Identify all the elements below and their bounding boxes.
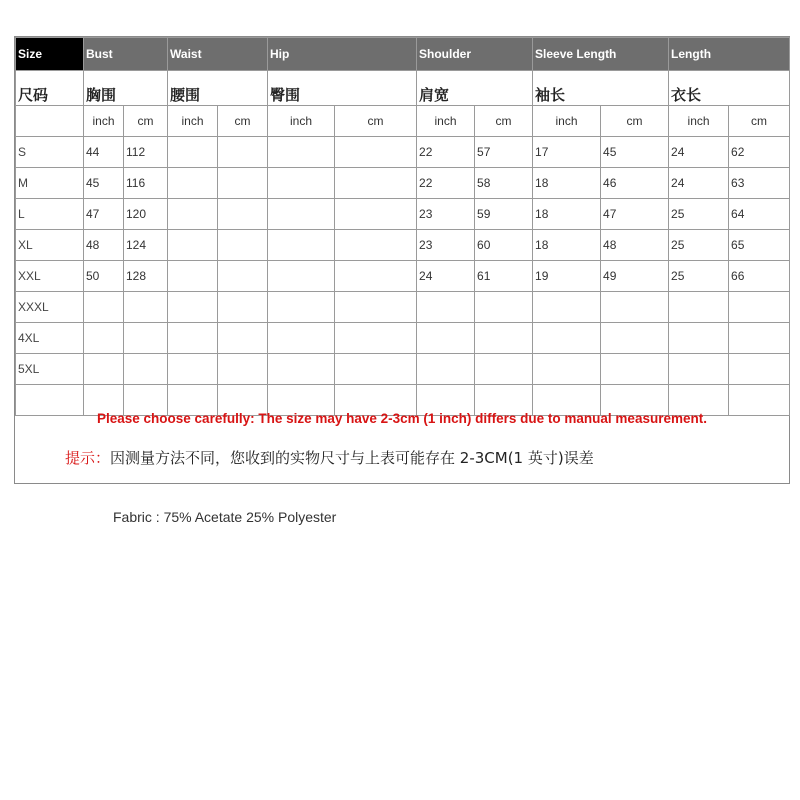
measurement-cell-hip-cm [335, 354, 417, 385]
measurement-cell-shoulder-cm [475, 354, 533, 385]
measurement-cell-bust-cm [124, 323, 168, 354]
size-rows [16, 137, 790, 416]
size-chart [14, 36, 790, 484]
size-header-zh: 尺码 [16, 71, 84, 106]
measurement-cell-bust-cm: 112 [124, 137, 168, 168]
measurement-cell-sleeve-in [533, 323, 601, 354]
notice-en: Please choose carefully: The size may have 2-3cm (1 inch) differs due to manual measurement. [97, 411, 707, 426]
measurement-cell-hip-in [268, 354, 335, 385]
measurement-cell-length-in: 25 [669, 199, 729, 230]
size-table [15, 37, 790, 416]
measurement-cell-waist-cm [218, 354, 268, 385]
measurement-cell-length-in [669, 354, 729, 385]
size-label-cell: M [16, 168, 84, 199]
measurement-cell-sleeve-in: 18 [533, 230, 601, 261]
measurement-cell-sleeve-cm: 49 [601, 261, 669, 292]
measurement-cell-length-in [669, 292, 729, 323]
measurement-cell-hip-in [268, 292, 335, 323]
measurement-cell-waist-in [168, 168, 218, 199]
measurement-cell-hip-in [268, 261, 335, 292]
measurement-cell-shoulder-in: 23 [417, 199, 475, 230]
measurement-cell-bust-cm: 128 [124, 261, 168, 292]
measurement-cell-shoulder-cm [475, 292, 533, 323]
header-row-zh [16, 71, 790, 106]
size-label-cell: 4XL [16, 323, 84, 354]
waist-unit-inch: inch [168, 106, 218, 137]
size-label-cell: 5XL [16, 354, 84, 385]
sleeve-unit-cm: cm [601, 106, 669, 137]
measurement-cell-shoulder-cm [475, 323, 533, 354]
measurement-cell-hip-cm [335, 230, 417, 261]
measurement-cell-shoulder-in: 23 [417, 230, 475, 261]
measurement-cell-sleeve-in [533, 354, 601, 385]
bust-unit-cm: cm [124, 106, 168, 137]
measurement-cell-hip-cm [335, 137, 417, 168]
measurement-cell-shoulder-in [417, 323, 475, 354]
fabric-info: Fabric : 75% Acetate 25% Polyester [113, 509, 337, 525]
measurement-cell-shoulder-cm: 59 [475, 199, 533, 230]
measurement-cell-hip-in [268, 199, 335, 230]
table-row [16, 137, 790, 168]
measurement-cell-sleeve-in: 18 [533, 168, 601, 199]
measurement-cell-length-cm [729, 354, 790, 385]
table-row [16, 168, 790, 199]
measurement-cell-bust-in [84, 292, 124, 323]
measurement-cell-hip-cm [335, 292, 417, 323]
measurement-cell-bust-cm: 124 [124, 230, 168, 261]
measurement-cell-waist-in [168, 199, 218, 230]
measurement-cell-waist-in [168, 137, 218, 168]
measurement-cell-sleeve-cm: 47 [601, 199, 669, 230]
measurement-cell-hip-cm [335, 261, 417, 292]
measurement-cell-bust-in: 48 [84, 230, 124, 261]
measurement-cell-hip-in [268, 230, 335, 261]
measurement-cell-waist-cm [218, 261, 268, 292]
measurement-cell-shoulder-in [417, 292, 475, 323]
measurement-cell-shoulder-in: 24 [417, 261, 475, 292]
size-label-cell: S [16, 137, 84, 168]
measurement-cell-waist-in [168, 292, 218, 323]
measurement-cell-hip-in [268, 168, 335, 199]
measurement-cell-length-cm [729, 292, 790, 323]
size-label-cell: XXXL [16, 292, 84, 323]
unit-blank [16, 106, 84, 137]
measurement-cell-waist-cm [218, 199, 268, 230]
measurement-cell-waist-cm [218, 137, 268, 168]
measurement-cell-shoulder-in: 22 [417, 137, 475, 168]
measurement-cell-hip-in [268, 137, 335, 168]
measurement-cell-waist-in [168, 261, 218, 292]
measurement-cell-shoulder-in: 22 [417, 168, 475, 199]
table-row [16, 323, 790, 354]
table-row [16, 261, 790, 292]
sleeve-length-header-zh: 袖长 [533, 71, 669, 106]
bust-header-zh: 胸围 [84, 71, 168, 106]
bust-unit-inch: inch [84, 106, 124, 137]
measurement-cell-length-in: 25 [669, 261, 729, 292]
measurement-cell-shoulder-cm: 57 [475, 137, 533, 168]
measurement-cell-length-cm: 62 [729, 137, 790, 168]
length-unit-inch: inch [669, 106, 729, 137]
measurement-cell-hip-cm [335, 323, 417, 354]
length-unit-cm: cm [729, 106, 790, 137]
measurement-cell-waist-cm [218, 230, 268, 261]
measurement-cell-waist-cm [218, 292, 268, 323]
bust-header: Bust [84, 38, 168, 71]
waist-header-zh: 腰围 [168, 71, 268, 106]
table-row [16, 354, 790, 385]
notice-zh-label: 提示： [65, 449, 111, 467]
shoulder-header: Shoulder [417, 38, 533, 71]
notice-zh-text: 因测量方法不同，您收到的实物尺寸与上表可能存在 2-3CM(1 英寸)误差 [110, 449, 594, 467]
size-label-cell: XXL [16, 261, 84, 292]
measurement-cell-length-in: 25 [669, 230, 729, 261]
measurement-cell-length-in [669, 323, 729, 354]
measurement-cell-sleeve-in: 17 [533, 137, 601, 168]
measurement-cell-sleeve-cm [601, 354, 669, 385]
measurement-cell-bust-cm: 120 [124, 199, 168, 230]
size-header: Size [16, 38, 84, 71]
measurement-cell-shoulder-in [417, 354, 475, 385]
waist-header: Waist [168, 38, 268, 71]
length-header: Length [669, 38, 790, 71]
waist-unit-cm: cm [218, 106, 268, 137]
shoulder-unit-cm: cm [475, 106, 533, 137]
measurement-cell-length-cm: 63 [729, 168, 790, 199]
measurement-cell-hip-cm [335, 199, 417, 230]
shoulder-unit-inch: inch [417, 106, 475, 137]
measurement-cell-bust-in: 47 [84, 199, 124, 230]
measurement-cell-sleeve-cm [601, 323, 669, 354]
measurement-cell-waist-in [168, 323, 218, 354]
measurement-cell-bust-in: 45 [84, 168, 124, 199]
hip-header: Hip [268, 38, 417, 71]
sleeve-unit-inch: inch [533, 106, 601, 137]
notice-zh [65, 447, 594, 468]
measurement-cell-sleeve-cm: 46 [601, 168, 669, 199]
measurement-cell-length-in: 24 [669, 168, 729, 199]
measurement-cell-waist-in [168, 230, 218, 261]
measurement-cell-length-in: 24 [669, 137, 729, 168]
table-row [16, 230, 790, 261]
size-label-cell: L [16, 199, 84, 230]
measurement-cell-bust-in [84, 354, 124, 385]
measurement-cell-waist-in [168, 354, 218, 385]
measurement-cell-shoulder-cm: 61 [475, 261, 533, 292]
measurement-cell-length-cm [729, 323, 790, 354]
measurement-cell-hip-cm [335, 168, 417, 199]
measurement-cell-sleeve-in: 18 [533, 199, 601, 230]
length-header-zh: 衣长 [669, 71, 790, 106]
header-row-en [16, 38, 790, 71]
measurement-cell-bust-in: 50 [84, 261, 124, 292]
measurement-cell-waist-cm [218, 168, 268, 199]
measurement-cell-hip-in [268, 323, 335, 354]
hip-header-zh: 臀围 [268, 71, 417, 106]
hip-unit-inch: inch [268, 106, 335, 137]
measurement-cell-sleeve-cm [601, 292, 669, 323]
measurement-cell-sleeve-in: 19 [533, 261, 601, 292]
measurement-cell-sleeve-cm: 45 [601, 137, 669, 168]
measurement-cell-waist-cm [218, 323, 268, 354]
measurement-cell-length-cm: 64 [729, 199, 790, 230]
size-label-cell: XL [16, 230, 84, 261]
measurement-cell-bust-in [84, 323, 124, 354]
measurement-cell-bust-cm: 116 [124, 168, 168, 199]
table-row [16, 199, 790, 230]
measurement-cell-shoulder-cm: 58 [475, 168, 533, 199]
measurement-cell-length-cm: 66 [729, 261, 790, 292]
unit-row [16, 106, 790, 137]
measurement-cell-shoulder-cm: 60 [475, 230, 533, 261]
measurement-cell-sleeve-in [533, 292, 601, 323]
measurement-cell-length-cm: 65 [729, 230, 790, 261]
measurement-cell-bust-in: 44 [84, 137, 124, 168]
hip-unit-cm: cm [335, 106, 417, 137]
table-row [16, 292, 790, 323]
shoulder-header-zh: 肩宽 [417, 71, 533, 106]
measurement-cell-bust-cm [124, 354, 168, 385]
measurement-cell-bust-cm [124, 292, 168, 323]
measurement-cell-sleeve-cm: 48 [601, 230, 669, 261]
sleeve-length-header: Sleeve Length [533, 38, 669, 71]
